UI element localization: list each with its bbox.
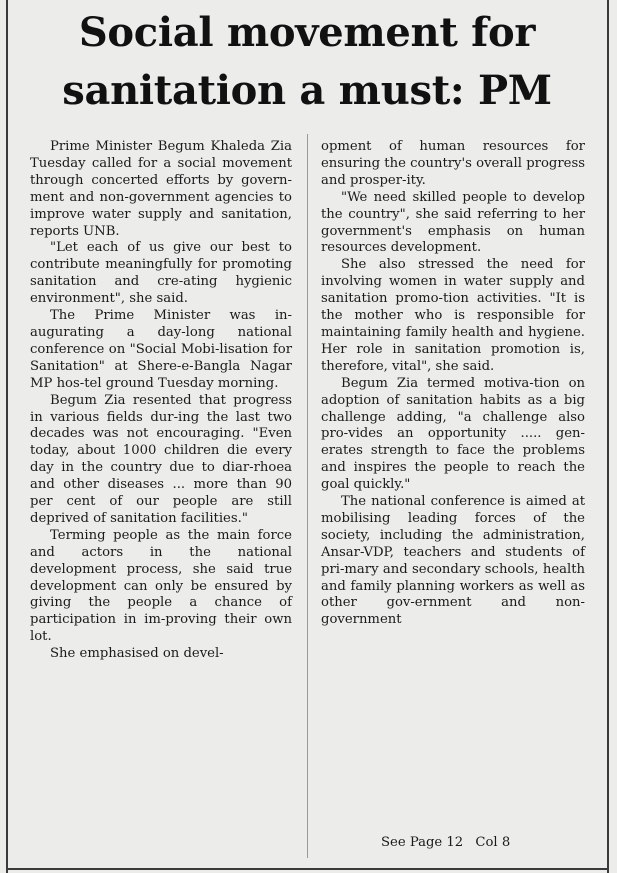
paragraph: Begum Zia termed motiva-tion on adoption of sanitation habits as a big challenge adding, "a challenge also pro-vides an opportunity ..... gen-erates strength to face the problems and inspires the people to reach the goal quickly." [321, 375, 585, 493]
headline-line-1: Social movement for [78, 9, 536, 56]
paragraph: She emphasised on devel- [50, 646, 224, 662]
paragraph: opment of human resources for ensuring the country's overall progress and prosper-ity. [321, 139, 585, 188]
paragraph: Terming people as the main force and actors in the national development process, she said true development can only be ensured by giving the people a chance of participation in im-proving their own lot. [30, 527, 292, 645]
jump-page: See Page 12 [381, 835, 464, 850]
paragraph: Begum Zia resented that progress in various fields dur-ing the last two decades was not encouraging. "Even today, about 1000 children die every day in the country due to diar-rhoea and other diseases ... more than 90 per cent of our people are still deprived of sanitation facilities." [30, 392, 292, 526]
bottom-border-rule [6, 868, 609, 870]
jump-column: Col 8 [475, 835, 511, 850]
left-border-rule [6, 0, 8, 873]
headline-line-2: sanitation a must: PM [62, 67, 552, 114]
paragraph: "Let each of us give our best to contribute meaningfully for promoting sanitation and cre-ating hygienic environment", she said. [30, 240, 292, 307]
column-divider [307, 134, 308, 858]
article-column-right [321, 139, 585, 629]
article-column-left [30, 139, 292, 663]
continuation-jump-line [381, 834, 518, 851]
headline [8, 4, 606, 120]
paragraph: Prime Minister Begum Khaleda Zia Tuesday called for a social movement through concerted efforts by govern-ment and non-government agencies to improve water supply and sanitation, reports UNB. [30, 139, 292, 239]
paragraph: "We need skilled people to develop the country", she said referring to her government's emphasis on human resources development. [321, 189, 585, 256]
right-border-rule [607, 0, 609, 873]
paragraph: She also stressed the need for involving women in water supply and sanitation promo-tion activities. "It is the mother who is responsible for maintaining family health and hygiene. Her role in sanitation promotion is, therefore, vital", she said. [321, 257, 585, 374]
paragraph: The Prime Minister was in-augurating a day-long national conference on "Social Mobi-lisation for Sanitation" at Shere-e-Bangla Nagar MP hos-tel ground Tuesday morning. [30, 308, 292, 391]
paragraph: The national conference is aimed at mobilising leading forces of the society, including the administration, Ansar-VDP, teachers and students of pri-mary and secondary schools, health and family planning workers as well as other gov-ernment and non-government [321, 494, 585, 628]
